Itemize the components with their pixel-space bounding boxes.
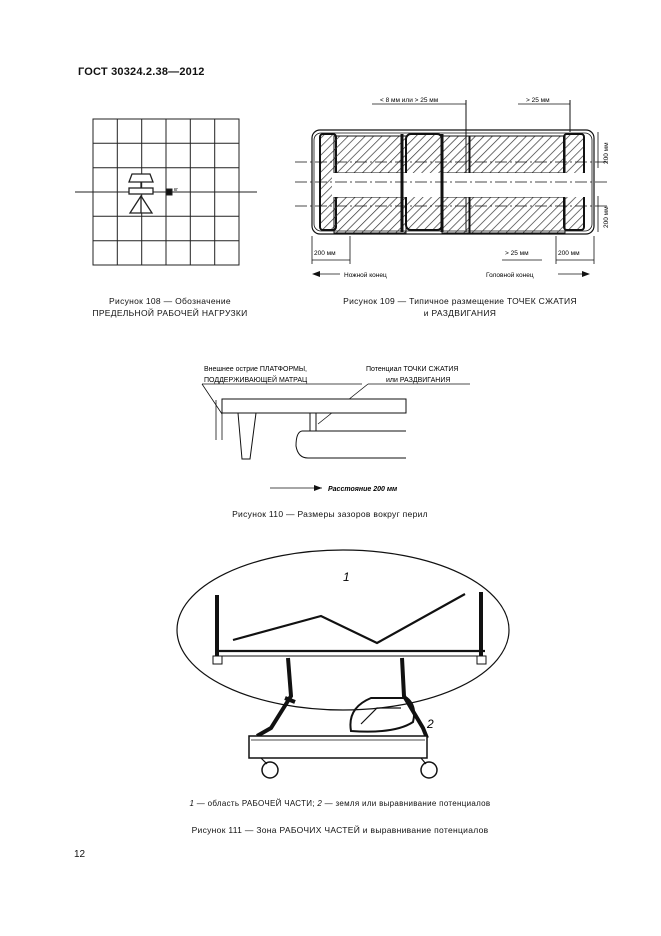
foot-end-label: Ножной конец (344, 272, 387, 279)
gap-label-top-right: > 25 мм (526, 97, 550, 104)
dim-right-top: 200 мм (603, 142, 610, 164)
figure-109-caption: Рисунок 109 — Типичное размещение ТОЧЕК СЖАТИЯ и РАЗДВИГАНИЯ (343, 296, 577, 318)
figure-108-load-symbol (70, 112, 270, 272)
load-symbol-icon (129, 174, 153, 213)
gap-bottom-mid: > 25 мм (505, 250, 529, 257)
unit-label: кг (174, 187, 179, 193)
distance-label: Расстояние 200 мм (328, 486, 398, 493)
dim-bottom-right: 200 мм (558, 250, 580, 257)
figure-111-applied-part-zone (175, 548, 515, 788)
gap-label-top-left: < 8 мм или > 25 мм (380, 97, 439, 104)
label-platform-edge-line2: ПОДДЕРЖИВАЮЩЕЙ МАТРАЦ (204, 377, 308, 384)
head-end-label: Головной конец (486, 272, 534, 279)
marker-1: 1 (343, 570, 350, 584)
figure-108-caption: Рисунок 108 — Обозначение ПРЕДЕЛЬНОЙ РАБОЧЕЙ НАГРУЗКИ (92, 296, 248, 318)
figure-109-compression-points (290, 92, 630, 292)
figure-111-caption: Рисунок 111 — Зона РАБОЧИХ ЧАСТЕЙ и выравнивание потенциалов (191, 825, 489, 835)
document-header: ГОСТ 30324.2.38—2012 (78, 66, 205, 78)
page-number: 12 (74, 849, 86, 860)
dim-bottom-left: 200 мм (314, 250, 336, 257)
dim-right-bottom: 200 мм (603, 206, 610, 228)
label-pinch-point-line2: или РАЗДВИГАНИЯ (386, 377, 451, 384)
label-pinch-point-line1: Потенциал ТОЧКИ СЖАТИЯ (366, 366, 459, 373)
figure-111-legend: 1 — область РАБОЧЕЙ ЧАСТИ; 2 — земля или выравнивание потенциалов (189, 799, 491, 808)
figure-110-caption: Рисунок 110 — Размеры зазоров вокруг перил (232, 509, 428, 519)
marker-2: 2 (427, 717, 434, 731)
figure-110-rail-gaps (180, 358, 459, 498)
label-platform-edge-line1: Внешнее острие ПЛАТФОРМЫ, (204, 366, 308, 373)
